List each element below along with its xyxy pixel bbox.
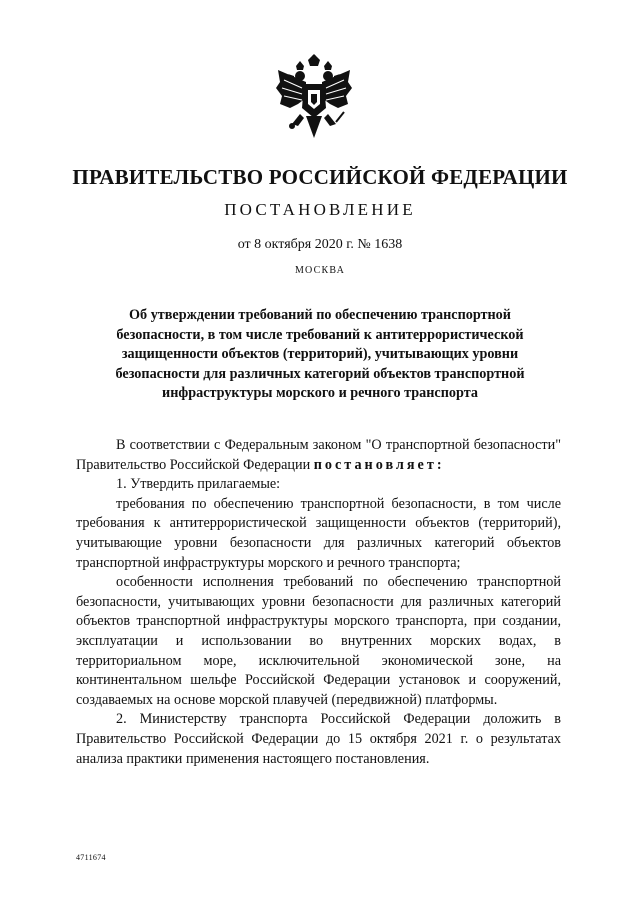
government-title: ПРАВИТЕЛЬСТВО РОССИЙСКОЙ ФЕДЕРАЦИИ <box>72 165 568 189</box>
coat-of-arms-icon <box>272 52 356 144</box>
intro-resolves: постановляет: <box>313 456 445 473</box>
decree-heading: Об утверждении требований по обеспечению транспортной безопасности, в том числе требований к антитеррористической защищенности объектов (территорий), учитывающих уровни безопасности для различных категорий объектов транспортной инфраструктуры морского и речного транспорта <box>115 307 525 401</box>
item-1: 1. Утвердить прилагаемые: <box>116 476 281 493</box>
item-1-a: требования по обеспечению транспортной безопасности, в том числе требования к антитеррористической защищенности объектов (территорий), учитывающие уровни безопасности для различных категорий объектов транспортной инфраструктуры морского и речного транспорта; <box>76 495 561 571</box>
city-label: МОСКВА <box>294 265 346 276</box>
intro-paragraph <box>76 436 561 475</box>
decree-body <box>76 436 561 769</box>
item-2: 2. Министерству транспорта Российской Федерации доложить в Правительство Российской Федерации до 15 октября 2021 г. о результатах анализа практики применения настоящего постановления. <box>76 711 561 767</box>
date-number-line: от 8 октября 2020 г. № 1638 <box>237 237 403 252</box>
item-1-b: особенности исполнения требований по обеспечению транспортной безопасности, учитывающих уровни безопасности для различных категорий объектов транспортной инфраструктуры морского транспорта, при создании, эксплуатации и использовании во внутренних морских водах, в территориальном море, исключительной экономической зоне, на континентальном шельфе Российской Федерации установок и сооружений, создаваемых на основе морской плавучей (передвижной) платформы. <box>76 574 561 708</box>
document-type: ПОСТАНОВЛЕНИЕ <box>224 200 416 219</box>
intro-text: В соответствии с Федеральным законом "О транспортной безопасности" Правительство Российской Федерации <box>76 437 561 473</box>
document-number: 4711674 <box>76 853 106 862</box>
